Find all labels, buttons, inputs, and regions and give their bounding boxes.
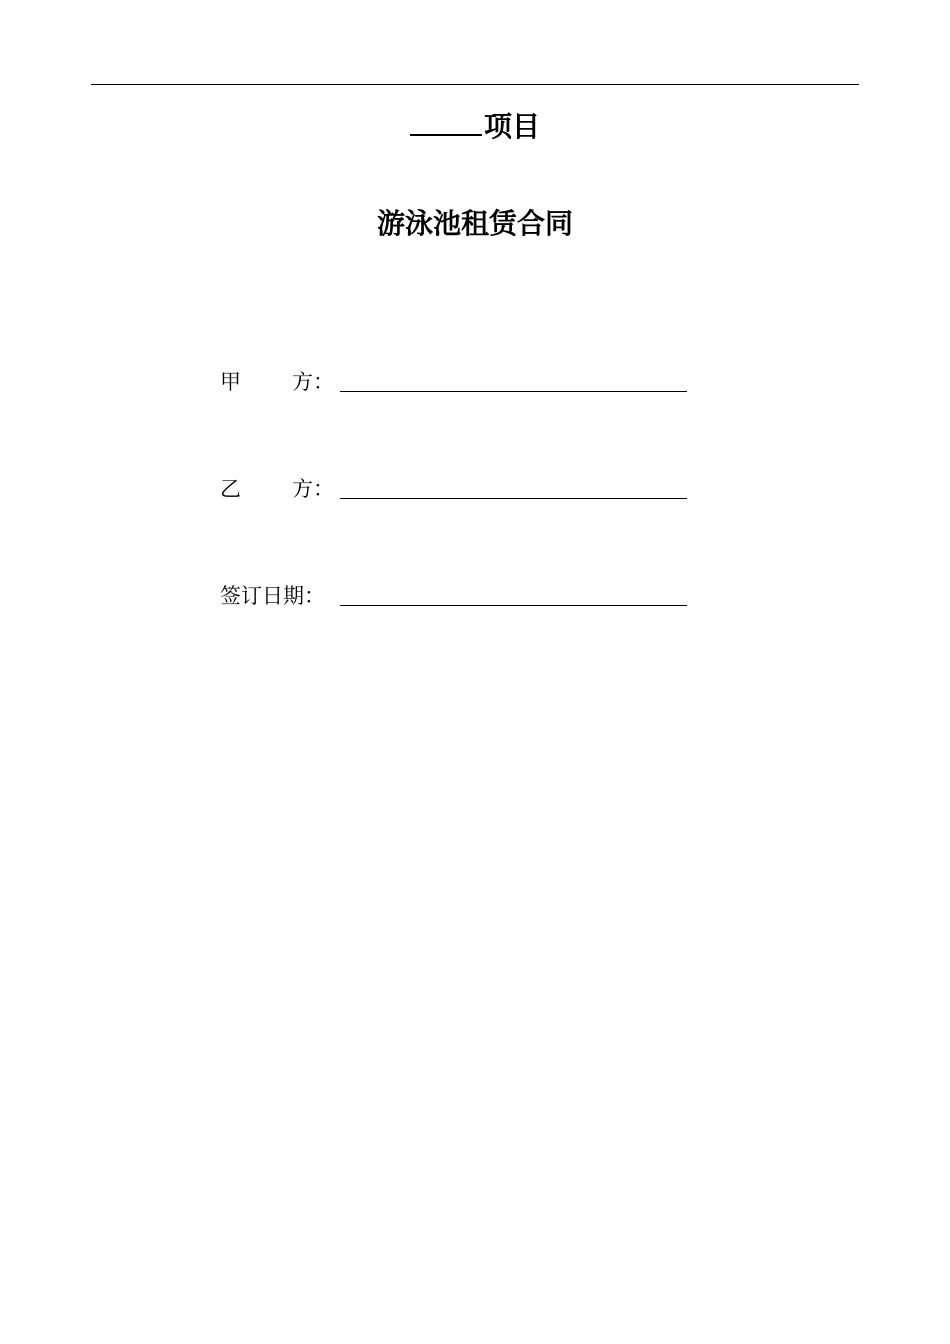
- sign-date-label: [220, 581, 340, 611]
- sign-date-label-text: 签订日期：: [220, 584, 325, 608]
- party-a-label: [220, 367, 340, 397]
- party-a-blank[interactable]: [340, 391, 687, 392]
- project-name-blank[interactable]: [410, 104, 482, 136]
- party-b-label: [220, 474, 340, 504]
- contract-title: 游泳池租赁合同: [376, 207, 573, 240]
- party-a-label-suffix: 方：: [292, 370, 334, 394]
- party-b-label-char: 乙: [220, 477, 241, 501]
- party-b-label-suffix: 方：: [292, 477, 334, 501]
- sign-date-blank[interactable]: [340, 605, 687, 606]
- party-b-blank[interactable]: [340, 498, 687, 499]
- project-suffix: 项目: [483, 110, 540, 143]
- party-a-label-char: 甲: [220, 370, 241, 394]
- project-heading: [0, 104, 950, 147]
- header-rule: [91, 84, 859, 85]
